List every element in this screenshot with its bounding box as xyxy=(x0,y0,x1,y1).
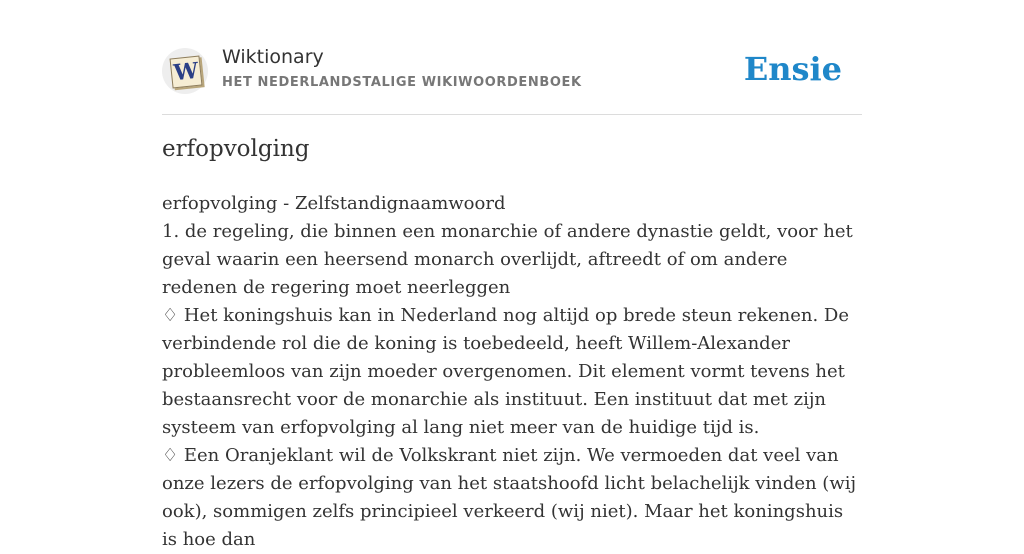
example-sentence: ♢ Het koningshuis kan in Nederland nog altijd op brede steun rekenen. De verbindende rol die de koning is toebedeeld, heeft Willem-Alexander probleemloos van zijn moeder overgenomen. Dit element vormt tevens het bestaansrecht voor de monarchie als instituut. Een instituut dat met zijn systeem van erfopvolging al lang niet meer van de huidige tijd is. xyxy=(162,305,849,438)
wiktionary-logo[interactable] xyxy=(162,48,208,94)
ensie-logo-link[interactable]: Ensie xyxy=(743,50,842,88)
example-sentence: ♢ Een Oranjeklant wil de Volkskrant niet zijn. We vermoeden dat veel van onze lezers de erfopvolging van het staatshoofd licht belachelijk vinden (wij ook), sommigen zelfs principieel verkeerd (wij niet). Maar het koningshuis is hoe dan xyxy=(162,445,857,550)
site-name: Wiktionary xyxy=(222,46,324,68)
entry-content xyxy=(162,190,862,554)
entry-definition: 1. de regeling, die binnen een monarchie of andere dynastie geldt, voor het geval waarin een heersend monarch overlijdt, aftreedt of om andere redenen de regering moet neerleggen xyxy=(162,221,853,298)
wiktionary-tile-icon: W xyxy=(170,56,203,89)
site-subtitle: HET NEDERLANDSTALIGE WIKIWOORDENBOEK xyxy=(222,75,582,90)
entry-heading: erfopvolging - Zelfstandignaamwoord xyxy=(162,193,506,214)
page-title: erfopvolging xyxy=(162,136,310,162)
site-header xyxy=(162,44,862,115)
